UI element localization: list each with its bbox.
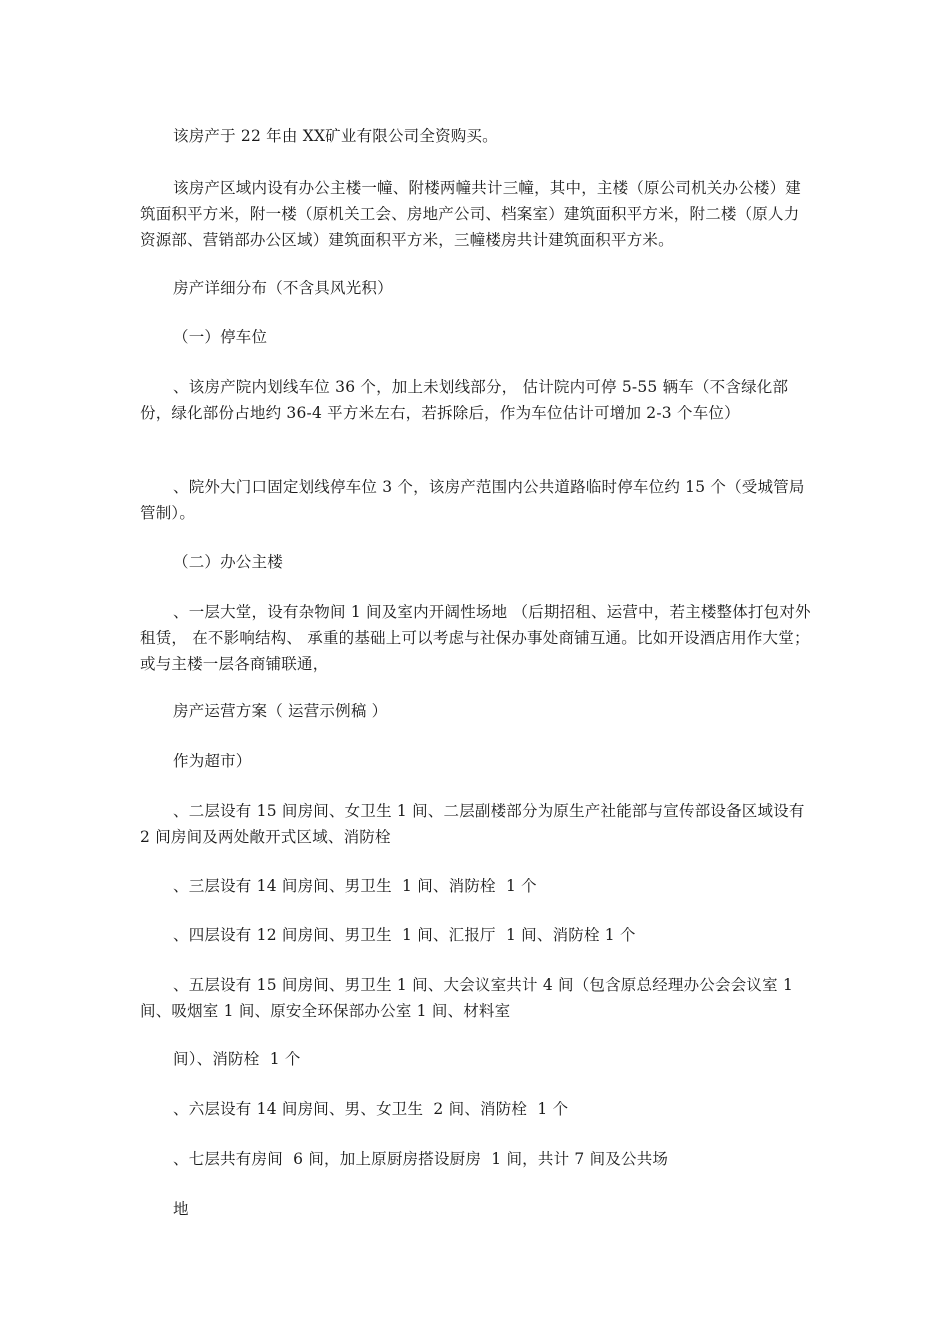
paragraph-operation-plan-title: 房产运营方案（ 运营示例稿 ）	[173, 702, 388, 720]
paragraph-floor-5: 、五层设有 15 间房间、男卫生 1 间、大会议室共计 4 间（包含原总经理办公会会议室 1 间、吸烟室 1 间、原安全环保部办公室 1 间、材料室	[140, 976, 799, 1020]
paragraph-floor-2: 、二层设有 15 间房间、女卫生 1 间、二层副楼部分为原生产社能部与宣传部设备区域设有 2 间房间及两处敞开式区域、消防栓	[140, 802, 810, 846]
paragraph-floor-7: 、七层共有房间 6 间，加上原厨房搭设厨房 1 间，共计 7 间及公共场	[173, 1150, 669, 1168]
paragraph-floor-7-continued: 地	[173, 1200, 189, 1218]
paragraph-parking-inside: 、该房产院内划线车位 36 个，加上未划线部分， 估计院内可停 5-55 辆车（不含绿化部份，绿化部份占地约 36-4 平方米左右，若拆除后，作为车位估计可增加 2-3 个车位）	[140, 378, 789, 422]
heading-property-distribution: 房产详细分布（不含具风光积）	[173, 279, 393, 297]
heading-main-building: （二）办公主楼	[173, 553, 283, 571]
paragraph-parking-outside: 、院外大门口固定划线停车位 3 个，该房产范围内公共道路临时停车位约 15 个（受城管局管制）。	[140, 478, 805, 522]
paragraph-building-overview: 该房产区域内设有办公主楼一幢、附楼两幢共计三幢，其中，主楼（原公司机关办公楼）建筑面积平方米，附一楼（原机关工会、房地产公司、档案室）建筑面积平方米，附二楼（原人力资源部、营销部办公区域）建筑面积平方米，三幢楼房共计建筑面积平方米。	[140, 179, 802, 249]
paragraph-floor-4: 、四层设有 12 间房间、男卫生 1 间、汇报厅 1 间、消防栓 1 个	[173, 926, 636, 944]
paragraph-floor-1: 、一层大堂，设有杂物间 1 间及室内开阔性场地 （后期招租、运营中，若主楼整体打包对外租赁， 在不影响结构、 承重的基础上可以考虑与社保办事处商铺互通。比如开设酒店用作大堂；或与主楼一层各商铺联通，	[140, 603, 811, 673]
paragraph-floor-3: 、三层设有 14 间房间、男卫生 1 间、消防栓 1 个	[173, 877, 537, 895]
heading-parking: （一）停车位	[173, 328, 268, 346]
paragraph-purchase-info: 该房产于 22 年由 XX矿业有限公司全资购买。	[173, 127, 498, 145]
paragraph-floor-5-continued: 间）、消防栓 1 个	[173, 1050, 301, 1068]
paragraph-floor-6: 、六层设有 14 间房间、男、女卫生 2 间、消防栓 1 个	[173, 1100, 569, 1118]
paragraph-supermarket: 作为超市）	[173, 752, 252, 770]
